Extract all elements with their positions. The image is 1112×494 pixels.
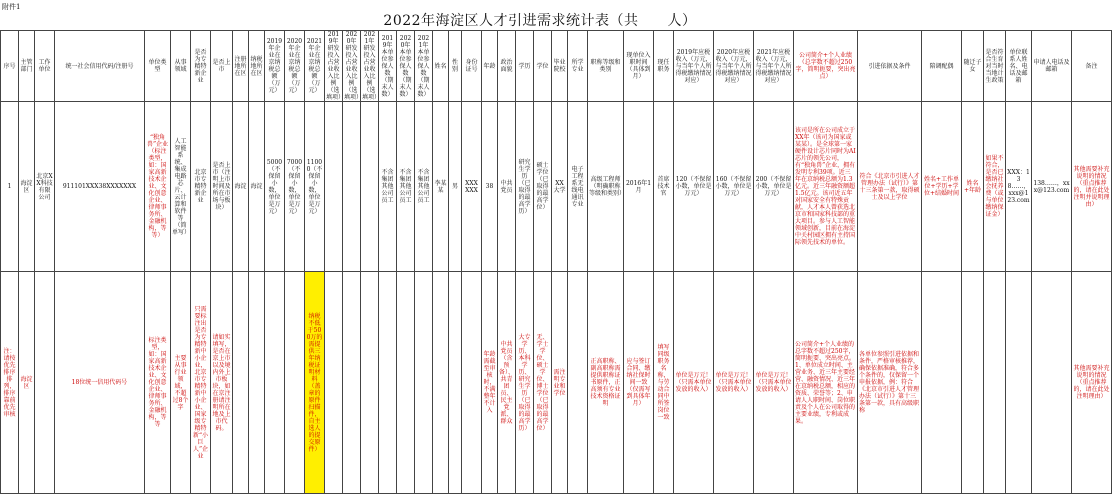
education-cell: 大专学历、本科学历、研究生学历（已取得的最高学历） [516, 272, 534, 494]
header-cell: 单位类型 [145, 31, 171, 102]
income-2021-cell: 单位是万元！（只需本单位发放的收入） [754, 272, 794, 494]
degree-cell: 硕士学位（已取得的最高学位） [534, 102, 552, 272]
header-cell: 工作单位 [35, 31, 55, 102]
header-cell: 引进依据及条件 [858, 31, 922, 102]
rd-2021-cell [361, 102, 379, 272]
tax-2020-cell [285, 272, 305, 494]
income-2019-cell: 120（不保留小数，单位是万元） [674, 102, 714, 272]
credit-code-cell: 911101XXX38XXXXXXX [55, 102, 145, 272]
remark-cell: 其他需要补充说明的情况（重点推荐的，请在此处注明理由） [1072, 272, 1112, 494]
income-2021-cell: 200（不保留小数，单位是万元） [754, 102, 794, 272]
profile-cell: 公司简介+个人业绩的总字数不超过250字，简明扼要、突出亮点。1、单位成立时间、主营业务、近三年主要经营、融资情况、近三年在京纳税总额，相应的资质、荣誉等；2、申请人人职时间、岗位职责及个人在公司取得的主要业绩，专利或成果。 [794, 272, 858, 494]
header-cell: 现任职务 [654, 31, 674, 102]
header-cell: 2021年企业在京纳税总额（万元） [305, 31, 325, 102]
staff-2021-cell [415, 272, 433, 494]
profile-cell: 该司是所在公司成立于XX年（该司为国家或某某）。是全球第一家硬件设计芯片同时为AI芯片的领先公司，有“独角兽”企业，拥有发明专利39项。近三年在京纳税总额为1.3亿元。近三年融资额超1.5亿元。该司近五年对国家安全有特殊贡献，人才本人曾获选北京市和国家科技部的重大项目。参与人工智能领域创新，目前在海淀中关村园区拥有主持国际领先技术的单位。 [794, 102, 858, 272]
party-cell: 中共党员（含预备）、共青团员、民主党派、群众 [498, 272, 516, 494]
remark-cell: 其他需要补充说明的情况（重点推荐的，请在此处注明并说明理由） [1072, 102, 1112, 272]
unit-cell [35, 272, 55, 494]
header-cell: 申请人电话及邮箱 [1032, 31, 1072, 102]
header-cell: 主管部门 [19, 31, 35, 102]
degree-cell: 无、学士学位、硕士学位、博士学位（已取得的最高学位） [534, 272, 552, 494]
income-2019-cell: 单位是万元！（只需本单位发放的收入） [674, 272, 714, 494]
title-level-cell: 高级工程师（明确职称等级和类别） [588, 102, 624, 272]
header-cell: 身份证号 [462, 31, 482, 102]
title-level-cell: 正高职称、副高职称需提供职称证书原件，正高须有专业技术资格证明 [588, 272, 624, 494]
rd-2021-cell [361, 272, 379, 494]
header-cell: 2019年应税收入（万元，与当年个人所得税缴纳情况对应） [674, 31, 714, 102]
spouse-cell: 姓名+工作单位+学历+学位+结婚时间 [922, 102, 962, 272]
table-row [1, 272, 1112, 494]
field-cell: 主要从事行业领域，不超过8个字 [171, 272, 191, 494]
reg-district-cell: 海淀 [233, 102, 249, 272]
tax-district-cell [249, 272, 265, 494]
applicant-contact-cell [1032, 272, 1072, 494]
age-cell: 年龄需截至审核时，不满整年不计入 [482, 272, 498, 494]
gender-cell [449, 272, 462, 494]
header-cell: 2021年应税收入（万元，与当年个人所得税缴纳情况对应） [754, 31, 794, 102]
header-cell: 公司简介+个人业绩（总字数不超过250字，简明扼要，突出亮点） [794, 31, 858, 102]
birth-policy-cell [984, 272, 1006, 494]
rd-2020-cell [343, 272, 361, 494]
header-cell: 随迁子女 [962, 31, 984, 102]
basis-cell: 符合《北京市引进人才管理办法（试行）》第十三条第一款，取得硕士及以上学位 [858, 102, 922, 272]
tax-2021-cell: 纳税不低于500万的需提供三年纳税证明材料（盖章的原件扫描件，自主选人的提交原件） [305, 272, 325, 494]
header-cell: 毕业院校 [552, 31, 568, 102]
school-cell: XX大学 [552, 102, 568, 272]
header-cell: 序号 [1, 31, 19, 102]
header-cell: 从事领域 [171, 31, 191, 102]
table-row [1, 102, 1112, 272]
specialized-cell: 北京市专精特新企业 [191, 102, 211, 272]
header-cell: 2020年研发投入占营业收入比例（选填项） [344, 31, 363, 101]
talent-demand-table [0, 30, 1112, 494]
party-cell: 中共党员 [498, 102, 516, 272]
tax-2021-cell: 11000（不保留小数，单位是万元） [305, 102, 325, 272]
field-cell: 人工智能系统、集成电路芯片、云计算和软件等（简单写） [171, 102, 191, 272]
header-cell: 性别 [449, 31, 462, 102]
id-cell [462, 272, 482, 494]
staff-2021-cell: 不含集团其他公司员工 [415, 102, 433, 272]
unit-type-cell: 标注类型，如：国家高新技术企业、文化创意企业、律师事务所、金融机构，等等 [145, 272, 171, 494]
age-cell: 38 [482, 102, 498, 272]
tax-district-cell: 海淀 [249, 102, 265, 272]
unit-type-cell: “独角兽”企业（标注类型，如：国家高新技术企业、文化创意企业、律师事务所、金融机构，等等） [145, 102, 171, 272]
listed-cell: 是否上市（注明上市时间及所在市场与板块） [211, 102, 233, 272]
basis-cell: 各单位参照引进依据和条件，严格审核推荐，确保依据准确，符合多个条件的，仅保留一个申报依据，例：符合《北京市引进人才管理办法（试行）》第十三条第一款，具有高级职称 [858, 272, 922, 494]
tax-2020-cell: 7000（不保留小数，单位是万元） [285, 102, 305, 272]
header-cell: 单位联系人姓名、电话及邮箱 [1006, 31, 1032, 102]
children-cell [962, 272, 984, 494]
header-cell: 学位 [534, 31, 552, 102]
seq-cell: 1 [1, 102, 19, 272]
income-2020-cell: 160（不保留小数，单位是万元） [714, 102, 754, 272]
header-cell: 年龄 [482, 31, 498, 102]
credit-code-cell: 18位统一信用代码号 [55, 272, 145, 494]
header-cell: 纳税地所在区 [249, 31, 265, 102]
header-cell: 2020年应税收入（万元，与当年个人所得税缴纳情况对应） [714, 31, 754, 102]
staff-2020-cell [397, 272, 415, 494]
attachment-label: 附件1 [2, 3, 21, 11]
position-cell: 填写同级职务名称，与劳动合同中所签岗位一致 [654, 272, 674, 494]
header-cell: 所学专业 [568, 31, 588, 102]
name-cell: 李某某 [433, 102, 449, 272]
header-cell: 2019年研发投入占营业收入比例（选填项） [326, 31, 345, 101]
specialized-cell: 只需要标注出是否为专精特新中小企业，北京市专精特新中小企业、国家级专精特新“小巨人”企业 [191, 272, 211, 494]
major-cell [568, 272, 588, 494]
id-cell: XXXXXX [462, 102, 482, 272]
header-cell: 是否符合生育对当时当地计生政策 [984, 31, 1006, 102]
table-title: 2022年海淀区人才引进需求统计表（共 人） [383, 13, 697, 29]
dept-cell: 海淀区 [19, 102, 35, 272]
contact-cell: XXX：138……，xxx@123.com [1006, 102, 1032, 272]
major-cell: 电子工程系无线电通讯专业 [568, 102, 588, 272]
header-cell: 政治面貌 [498, 31, 516, 102]
contact-cell [1006, 272, 1032, 494]
header-cell: 2021年本单位参保人数（期末人数） [415, 31, 433, 102]
gender-cell: 男 [449, 102, 462, 272]
reg-district-cell [233, 272, 249, 494]
join-date-cell: 应与签订合同、缴纳社保时间一致（仅需写到具体年月） [624, 272, 654, 494]
header-cell: 备注 [1072, 31, 1112, 102]
header-cell: 学历 [516, 31, 534, 102]
seq-cell: 注：请按优先排序排列，排序靠前优先审核 [1, 272, 19, 494]
listed-cell: 请如实填写，是否在京上市以及境内外上市板块，如在京注册请注明所在地及上市代码。 [211, 272, 233, 494]
school-cell: 需注明专业和学位 [552, 272, 568, 494]
birth-policy-cell: 如果不符合，是否已缴纳社会抚养费（或与单位缴纳保证金） [984, 102, 1006, 272]
tax-2019-cell: 5000（不保留小数，单位是万元） [265, 102, 285, 272]
header-cell: 2021年研发投入占营业收入比例（选填项） [362, 31, 381, 101]
header-cell: 是否上市 [211, 31, 233, 102]
staff-2019-cell: 不含集团其他公司员工 [379, 102, 397, 272]
dept-cell: 海淀区 [19, 272, 35, 494]
header-cell: 现单位入职时间（具体到月） [624, 31, 654, 102]
rd-2020-cell [343, 102, 361, 272]
join-date-cell: 2016年1月 [624, 102, 654, 272]
applicant-contact-cell: 138……，xxx@123.com [1032, 102, 1072, 272]
unit-cell: 北京XX科技有限公司 [35, 102, 55, 272]
header-cell: 姓名 [433, 31, 449, 102]
header-cell: 陪调配偶 [922, 31, 962, 102]
header-cell: 2020年企业在京纳税总额（万元） [285, 31, 305, 102]
staff-2019-cell [379, 272, 397, 494]
header-cell: 2020年本单位参保人数（期末人数） [397, 31, 415, 102]
header-row [1, 31, 1112, 102]
header-cell: 是否为专精特新企业 [191, 31, 211, 102]
position-cell: 首席技术官 [654, 102, 674, 272]
rd-2019-cell [325, 272, 343, 494]
spouse-cell [922, 272, 962, 494]
education-cell: 研究生学历（已取得的最高学历） [516, 102, 534, 272]
income-2020-cell: 单位是万元！（只需本单位发放的收入） [714, 272, 754, 494]
header-cell: 职称等级和类别 [588, 31, 624, 102]
header-cell: 2019年企业在京纳税总额（万元） [265, 31, 285, 102]
header-cell: 注册地所在区 [233, 31, 249, 102]
name-cell [433, 272, 449, 494]
rd-2019-cell [325, 102, 343, 272]
header-cell: 2019年本单位参保人数（期末人数） [379, 31, 397, 102]
children-cell: 姓名+年龄 [962, 102, 984, 272]
header-cell: 统一社会信用代码/注册号 [55, 31, 145, 102]
tax-2019-cell [265, 272, 285, 494]
staff-2020-cell: 不含集团其他公司员工 [397, 102, 415, 272]
